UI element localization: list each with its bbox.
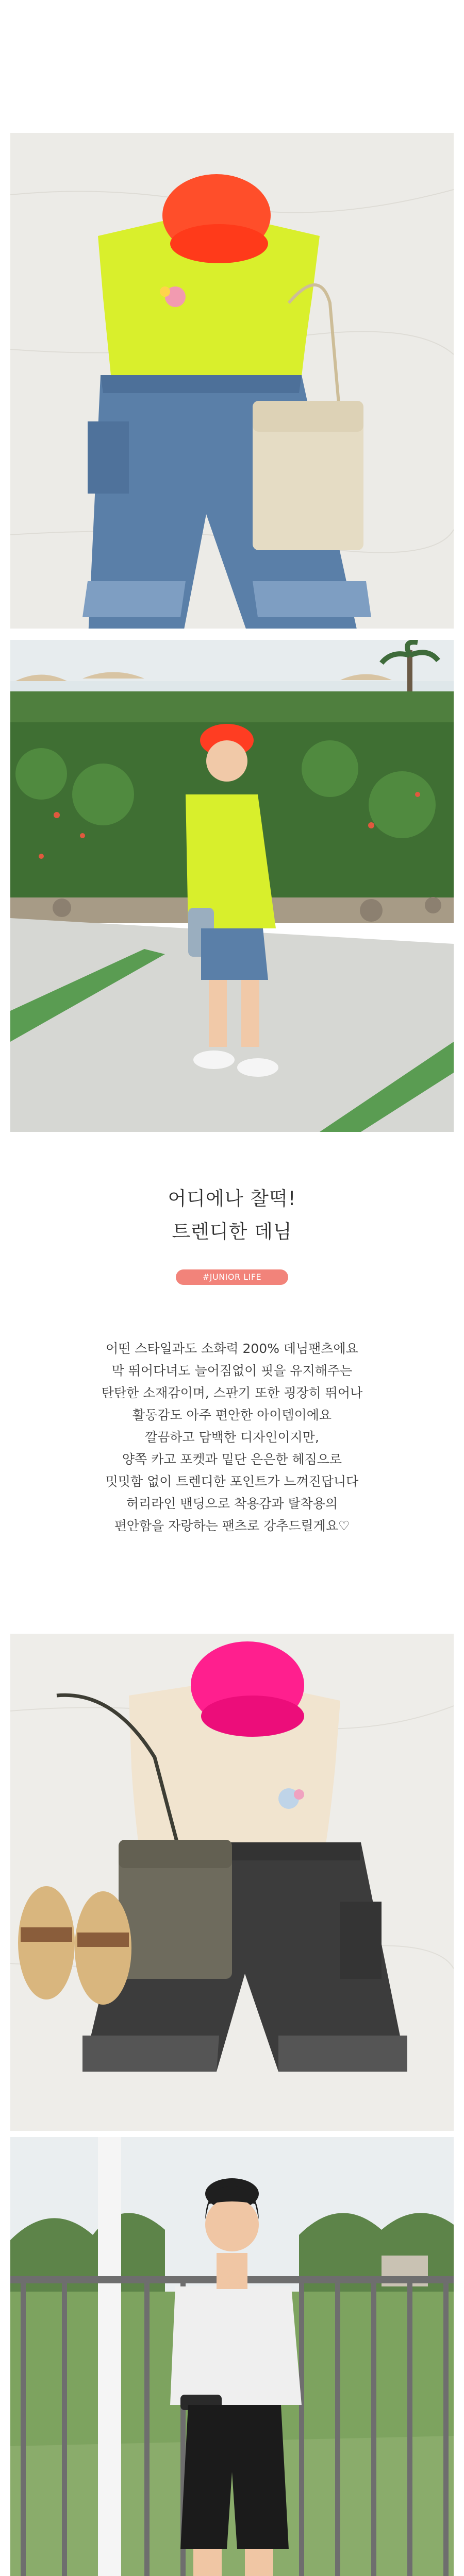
description-line: 깔끔하고 담백한 디자인이지만, (145, 1430, 319, 1445)
headline-line-2: 트렌디한 데님 (172, 1221, 292, 1243)
description-line: 어떤 스타일과도 소화력 200% 데님팬츠에요 (106, 1341, 358, 1356)
description-line: 밋밋함 없이 트렌디한 포인트가 느껴진답니다 (105, 1474, 359, 1489)
description-line: 허리라인 밴딩으로 착용감과 탈착용의 (126, 1496, 338, 1511)
product-photo-flatlay-charcoal (10, 1634, 454, 2131)
product-photo-outdoor-walk (10, 640, 454, 1132)
tag-badge: #JUNIOR LIFE (176, 1269, 288, 1285)
product-photo-balcony (10, 2137, 454, 2576)
description-line: 편안함을 자랑하는 팬츠로 강추드릴게요♡ (114, 1518, 350, 1533)
product-description (0, 1337, 464, 1537)
description-line: 양쪽 카고 포켓과 밑단 은은한 헤짐으로 (122, 1452, 342, 1467)
description-line: 활동감도 아주 편안한 아이템이에요 (132, 1408, 332, 1422)
description-line: 막 뛰어다녀도 늘어짐없이 핏을 유지해주는 (111, 1363, 353, 1378)
headline-line-1: 어디에나 찰떡! (168, 1188, 296, 1210)
description-line: 탄탄한 소재감이며, 스판기 또한 굉장히 뛰어나 (101, 1385, 363, 1400)
product-photo-flatlay-denim (10, 133, 454, 629)
